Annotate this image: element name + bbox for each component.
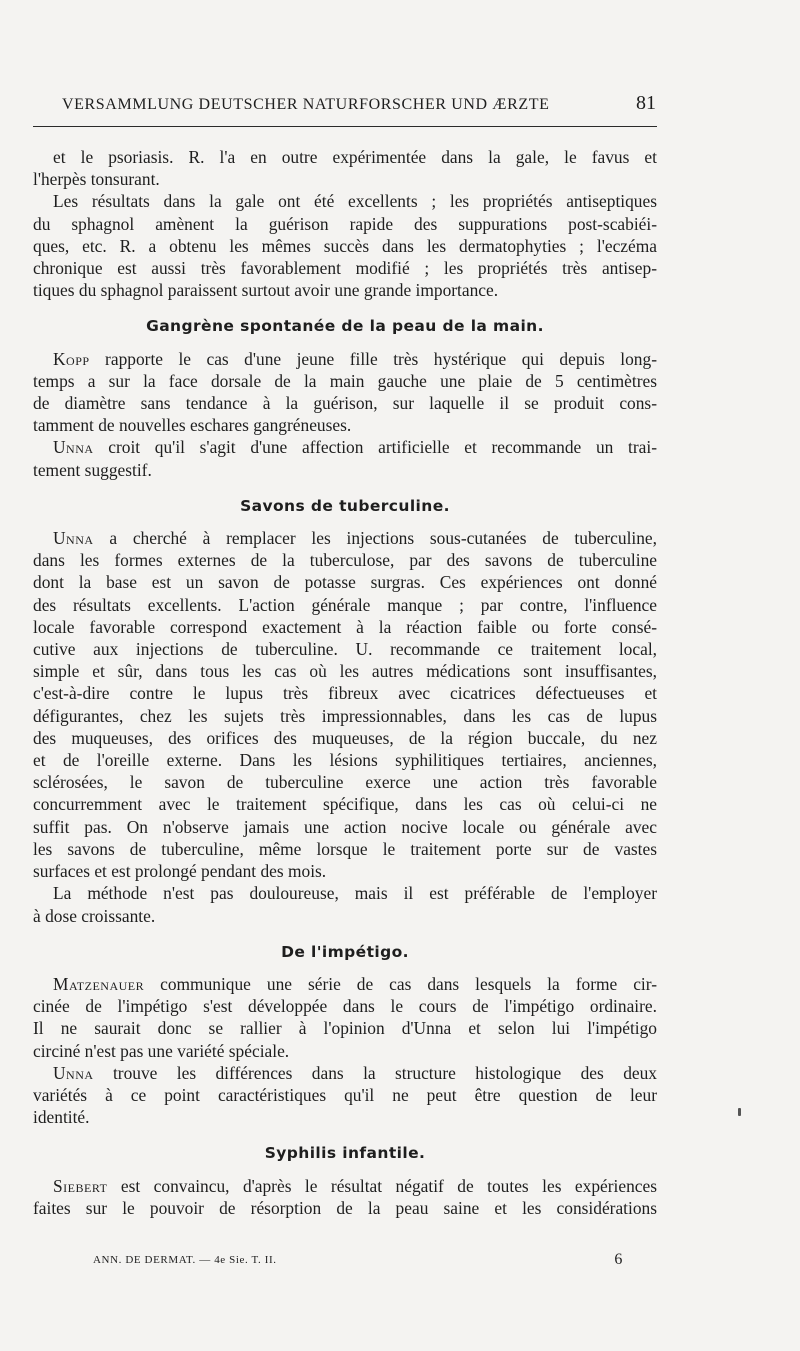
line-text: Il ne saurait donc se rallier à l'opinion d'Unna et selon lui l'impétigo xyxy=(33,1018,657,1039)
line-text: et de l'oreille externe. Dans les lésions syphilitiques tertiaires, anciennes, xyxy=(33,750,657,771)
page-number: 81 xyxy=(636,92,656,114)
author-name: Unna xyxy=(53,437,94,458)
text-line xyxy=(33,749,657,771)
line-text: l'herpès tonsurant. xyxy=(33,169,160,190)
text-line xyxy=(33,392,657,414)
text-line xyxy=(33,279,657,301)
line-text: cinée de l'impétigo s'est développée dans le cours de l'impétigo ordinaire. xyxy=(33,996,657,1017)
text-line xyxy=(33,705,657,727)
author-name: Matzenauer xyxy=(53,973,145,994)
paragraph xyxy=(33,1175,657,1219)
text-line xyxy=(33,1106,657,1128)
author-name: Unna xyxy=(53,1062,94,1083)
running-title: VERSAMMLUNG DEUTSCHER NATURFORSCHER UND ÆRZTE xyxy=(62,96,550,113)
running-header xyxy=(62,92,656,115)
text-line xyxy=(33,838,657,860)
text-line xyxy=(33,549,657,571)
text-line xyxy=(33,257,657,279)
line-text: surfaces et est prolongé pendant des mois. xyxy=(33,861,327,882)
line-text: suffit pas. On n'observe jamais une action nocive locale ou générale avec xyxy=(33,816,657,837)
text-line xyxy=(33,816,657,838)
line-text: faites sur le pouvoir de résorption de la peau saine et les considérations xyxy=(33,1197,657,1218)
text-line xyxy=(33,213,657,235)
line-text: tiques du sphagnol paraissent surtout avoir une grande importance. xyxy=(33,280,499,301)
author-name: Siebert xyxy=(53,1175,108,1196)
line-text: chronique est aussi très favorablement modifié ; les propriétés très antisep- xyxy=(33,258,657,279)
text-line xyxy=(33,1062,657,1084)
line-text: identité. xyxy=(33,1107,90,1128)
text-line xyxy=(33,860,657,882)
author-name: Unna xyxy=(53,528,94,549)
text-line xyxy=(33,771,657,793)
text-line xyxy=(33,459,657,481)
line-text: et le psoriasis. R. l'a en outre expérimentée dans la gale, le favus et xyxy=(53,147,657,167)
line-text: cutive aux injections de tuberculine. U. recommande ce traitement local, xyxy=(33,639,657,660)
line-text: temps a sur la face dorsale de la main gauche une plaie de 5 centimètres xyxy=(33,370,657,391)
section-heading: Syphilis infantile. xyxy=(264,1144,426,1163)
text-line xyxy=(33,995,657,1017)
header-rule xyxy=(33,126,657,127)
text-line xyxy=(33,527,657,549)
text-line xyxy=(33,571,657,593)
line-text: à dose croissante. xyxy=(33,905,156,926)
line-text: communique une série de cas dans lesquels la forme cir- xyxy=(144,973,657,994)
line-text: sclérosées, le savon de tuberculine exerce une action très favorable xyxy=(33,772,657,793)
paragraph xyxy=(33,348,657,437)
text-line xyxy=(33,168,657,190)
author-name: Kopp xyxy=(53,348,90,369)
line-text: concurremment avec le traitement spécifique, dans les cas où celui-ci ne xyxy=(33,794,657,815)
line-text: circiné n'est pas une variété spéciale. xyxy=(33,1040,290,1061)
paragraph xyxy=(33,436,657,480)
line-text: des résultats excellents. L'action générale manque ; par contre, l'influence xyxy=(33,594,657,615)
text-line xyxy=(33,348,657,370)
text-line xyxy=(33,1040,657,1062)
text-line xyxy=(33,1175,657,1197)
line-text: les savons de tuberculine, même lorsque le traitement porte sur de vastes xyxy=(33,838,657,859)
text-line xyxy=(33,638,657,660)
article-body xyxy=(33,146,657,1219)
section-heading: De l'impétigo. xyxy=(281,942,409,961)
line-text: du sphagnol amènent la guérison rapide des suppurations post-scabiéi- xyxy=(33,213,657,234)
line-text: de diamètre sans tendance à la guérison, sur laquelle il se produit cons- xyxy=(33,393,657,414)
section-heading: Gangrène spontanée de la peau de la main. xyxy=(146,317,544,336)
line-text: trouve les différences dans la structure histologique des deux xyxy=(93,1062,657,1083)
text-line xyxy=(33,235,657,257)
paragraph xyxy=(33,1062,657,1129)
text-line xyxy=(33,682,657,704)
text-line xyxy=(33,882,657,904)
line-text: ques, etc. R. a obtenu les mêmes succès dans les dermatophyties ; l'eczéma xyxy=(33,235,657,256)
paragraph xyxy=(33,882,657,926)
line-text: défigurantes, chez les sujets très impressionnables, dans les cas de lupus xyxy=(33,705,657,726)
paragraph xyxy=(33,190,657,301)
text-line xyxy=(33,146,657,168)
text-line xyxy=(33,594,657,616)
line-text: est convaincu, d'après le résultat négatif de toutes les expériences xyxy=(107,1175,657,1196)
text-line xyxy=(33,370,657,392)
text-line xyxy=(33,1084,657,1106)
page-footer xyxy=(93,1251,623,1269)
line-text: simple et sûr, dans tous les cas où les autres médications sont insuffisantes, xyxy=(33,661,657,682)
paragraph xyxy=(33,973,657,1062)
text-line xyxy=(33,616,657,638)
line-text: dont la base est un savon de potasse surgras. Ces expériences ont donné xyxy=(33,572,657,593)
text-line xyxy=(33,1197,657,1219)
text-line xyxy=(33,436,657,458)
line-text: des muqueuses, des orifices des muqueuses, de la région buccale, du nez xyxy=(33,727,657,748)
section-heading: Savons de tuberculine. xyxy=(240,496,450,515)
line-text: tement suggestif. xyxy=(33,459,152,480)
line-text: croit qu'il s'agit d'une affection artificielle et recommande un trai- xyxy=(93,437,657,458)
line-text: Les résultats dans la gale ont été excellents ; les propriétés antiseptiques xyxy=(53,191,657,212)
line-text: locale favorable correspond exactement à la réaction faible ou forte consé- xyxy=(33,616,657,637)
text-line xyxy=(33,793,657,815)
line-text: c'est-à-dire contre le lupus très fibreux avec cicatrices défectueuses et xyxy=(33,683,657,704)
paragraph xyxy=(33,146,657,190)
line-text: tamment de nouvelles eschares gangréneuses. xyxy=(33,415,352,436)
line-text: a cherché à remplacer les injections sous-cutanées de tuberculine, xyxy=(93,528,657,549)
sheet-number: 6 xyxy=(614,1251,623,1268)
text-line xyxy=(33,973,657,995)
paragraph xyxy=(33,527,657,882)
line-text: dans les formes externes de la tuberculose, par des savons de tuberculine xyxy=(33,550,657,571)
line-text: rapporte le cas d'une jeune fille très hystérique qui depuis long- xyxy=(89,348,657,369)
text-line xyxy=(33,414,657,436)
text-line xyxy=(33,190,657,212)
line-text: La méthode n'est pas douloureuse, mais il est préférable de l'employer xyxy=(53,883,657,904)
footer-signature: ANN. DE DERMAT. — 4e Sie. T. II. xyxy=(93,1254,277,1266)
text-line xyxy=(33,905,657,927)
scan-speck xyxy=(738,1108,741,1116)
line-text: variétés à ce point caractéristiques qu'il ne peut être question de leur xyxy=(33,1084,657,1105)
text-line xyxy=(33,1017,657,1039)
text-line xyxy=(33,727,657,749)
text-line xyxy=(33,660,657,682)
